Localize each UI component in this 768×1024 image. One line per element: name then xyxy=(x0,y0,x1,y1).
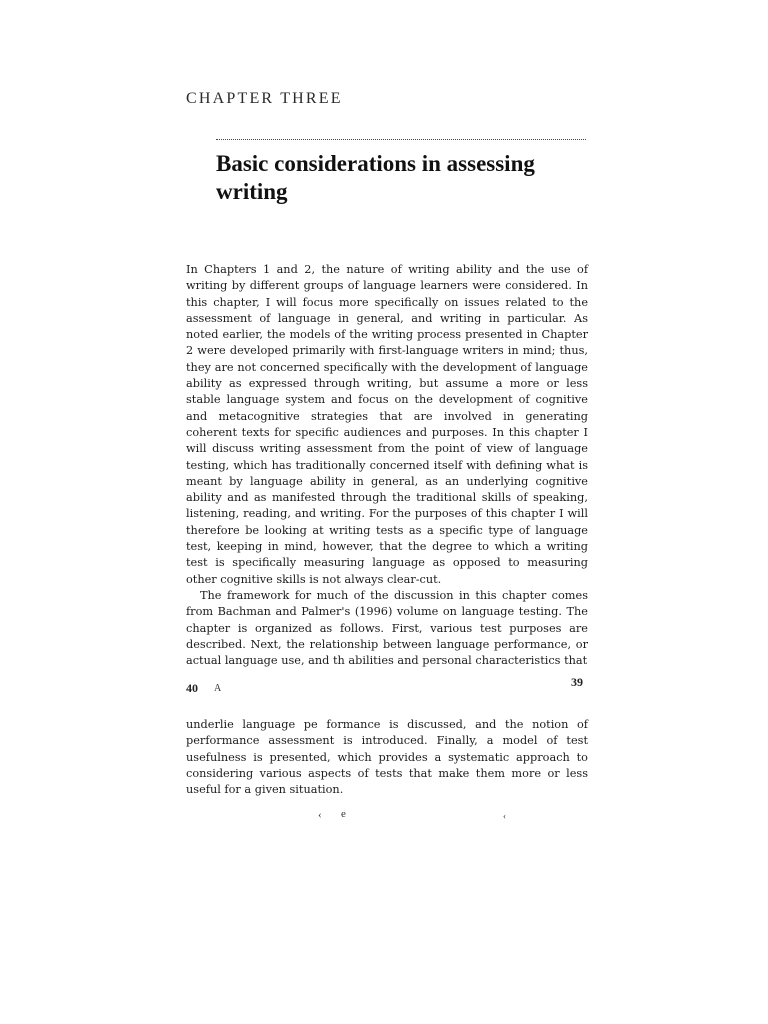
paragraph: In Chapters 1 and 2, the nature of writing ability and the use of writing by different groups of language learners were considered. In this chapter, I will focus more specifically on issues related to the assessment of language in general, and writing in particular. As noted earlier, the models of the writing process presented in Chapter 2 were developed primarily with first-language writers in mind; thus, they are not concerned specifically with the development of language ability as expressed through writing, but assume a more or less stable language system and focus on the development of cognitive and metacognitive strategies that are involved in generating coherent texts for specific audiences and purposes. In this chapter I will discuss writing assessment from the point of view of language testing, which has traditionally concerned itself with defining what is meant by language ability in general, as an underlying cognitive ability and as manifested through the traditional skills of speaking, listening, reading, and writing. For the purposes of this chapter I will therefore be looking at writing tests as a specific type of language test, keeping in mind, however, that the degree to which a writing test is specifically measuring language as opposed to measuring other cognitive skills is not always clear-cut. xyxy=(186,263,588,586)
chapter-label: CHAPTER THREE xyxy=(186,90,343,107)
scan-artifact: ‹ xyxy=(503,811,506,821)
page-number-left: 40 xyxy=(186,681,198,695)
paragraph: The framework for much of the discussion in this chapter comes from Bachman and Palmer's (1996) volume on language testing. The chapter is organized as follows. First, various test purposes are described. Next, the relationship between language performance, or actual language use, and th abilities and personal characteristics that xyxy=(186,588,588,668)
chapter-title: Basic considerations in assessing writing xyxy=(216,151,535,204)
page1-body xyxy=(186,262,588,669)
page2-body xyxy=(186,717,588,798)
dotted-rule xyxy=(216,139,586,140)
header-mark: A xyxy=(214,683,222,694)
page-number-right: 39 xyxy=(571,675,583,689)
paragraph: underlie language pe formance is discussed, and the notion of performance assessment is introduced. Finally, a model of test usefulness is presented, which provides a systematic approach to considering various aspects of tests that make them more or less useful for a given situation. xyxy=(186,718,588,797)
scan-artifact: ‹ xyxy=(318,809,322,821)
scan-artifact: e xyxy=(341,808,346,820)
